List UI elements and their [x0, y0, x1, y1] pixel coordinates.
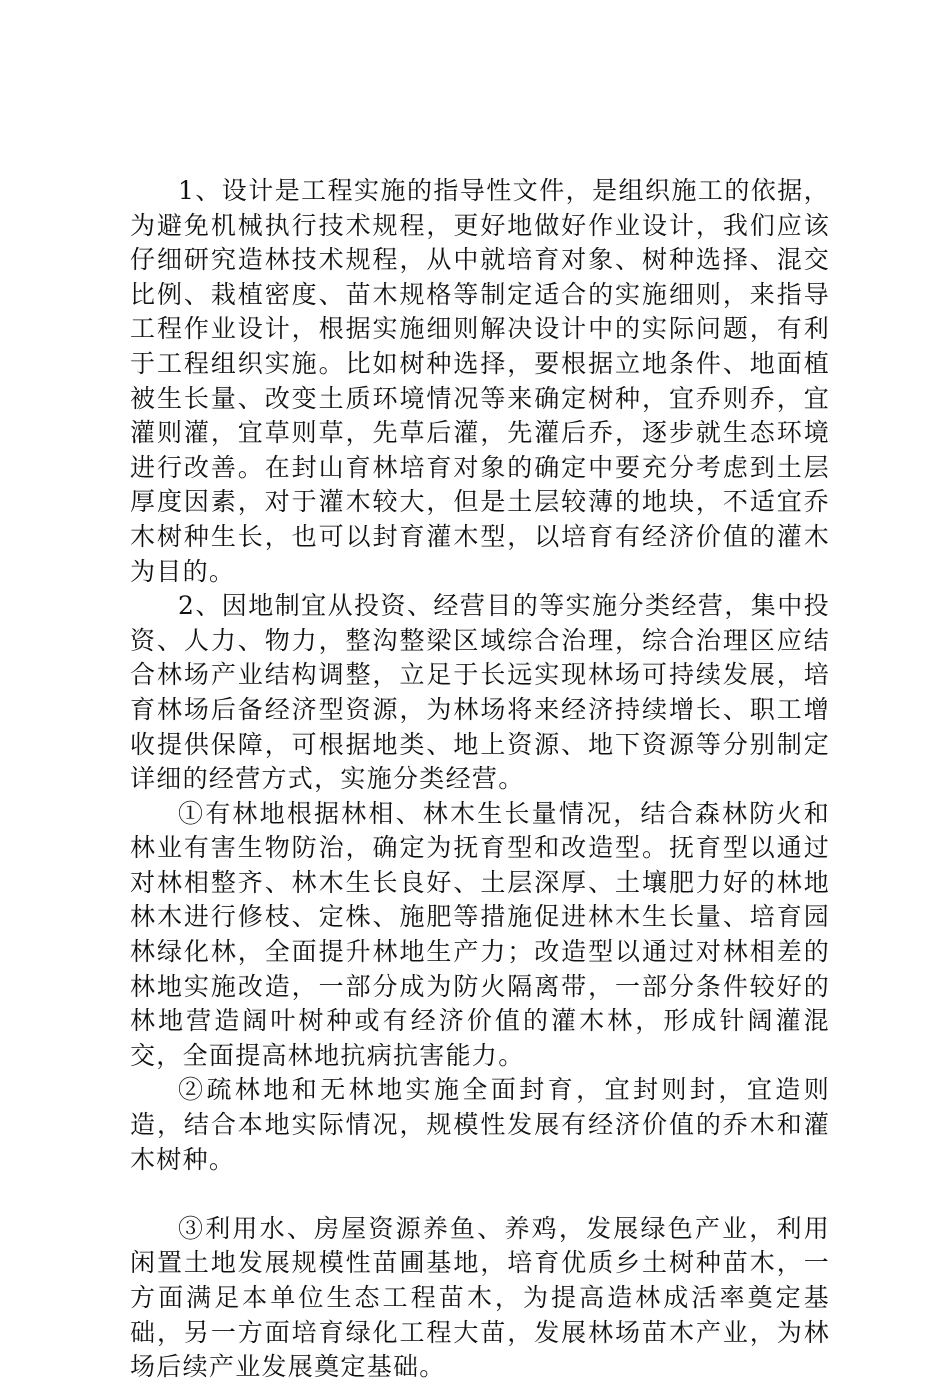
paragraph-sparse-forest-land: ②疏林地和无林地实施全面封育，宜封则封，宜造则造，结合本地实际情况，规模性发展有经济价值的乔木和灌木树种。: [130, 1075, 830, 1174]
paragraph-design-guidance: 1、设计是工程实施的指导性文件，是组织施工的依据，为避免机械执行技术规程，更好地做好作业设计，我们应该仔细研究造林技术规程，从中就培育对象、树种选择、混交比例、栽植密度、苗木规格等制定适合的实施细则，来指导工程作业设计，根据实施细则解决设计中的实际问题，有利于工程组织实施。比如树种选择，要根据立地条件、地面植被生长量、改变土质环境情况等来确定树种，宜乔则乔，宜灌则灌，宜草则草，先草后灌，先灌后乔，逐步就生态环境进行改善。在封山育林培育对象的确定中要充分考虑到土层厚度因素，对于灌木较大，但是土层较薄的地块，不适宜乔木树种生长，也可以封育灌木型，以培育有经济价值的灌木为目的。: [130, 176, 830, 586]
paragraph-gap: [130, 1177, 830, 1212]
paragraph-forest-land: ①有林地根据林相、林木生长量情况，结合森林防火和林业有害生物防治，确定为抚育型和改造型。抚育型以通过对林相整齐、林木生长良好、土层深厚、土壤肥力好的林地林木进行修枝、定株、施肥等措施促进林木生长量、培育园林绿化林，全面提升林地生产力；改造型以通过对林相差的林地实施改造，一部分成为防火隔离带，一部分条件较好的林地营造阔叶树种或有经济价值的灌木林，形成针阔灌混交，全面提高林地抗病抗害能力。: [130, 798, 830, 1070]
paragraph-resource-utilization: ③利用水、房屋资源养鱼、养鸡，发展绿色产业，利用闲置土地发展规模性苗圃基地，培育优质乡土树种苗木，一方面满足本单位生态工程苗木，为提高造林成活率奠定基础，另一方面培育绿化工程大苗，发展林场苗木产业，为林场后续产业发展奠定基础。: [130, 1213, 830, 1382]
paragraph-classified-management: 2、因地制宜从投资、经营目的等实施分类经营，集中投资、人力、物力，整沟整梁区域综合治理，综合治理区应结合林场产业结构调整，立足于长远实现林场可持续发展，培育林场后备经济型资源，为林场将来经济持续增长、职工增收提供保障，可根据地类、地上资源、地下资源等分别制定详细的经营方式，实施分类经营。: [130, 591, 830, 794]
document-body: [130, 174, 830, 1385]
